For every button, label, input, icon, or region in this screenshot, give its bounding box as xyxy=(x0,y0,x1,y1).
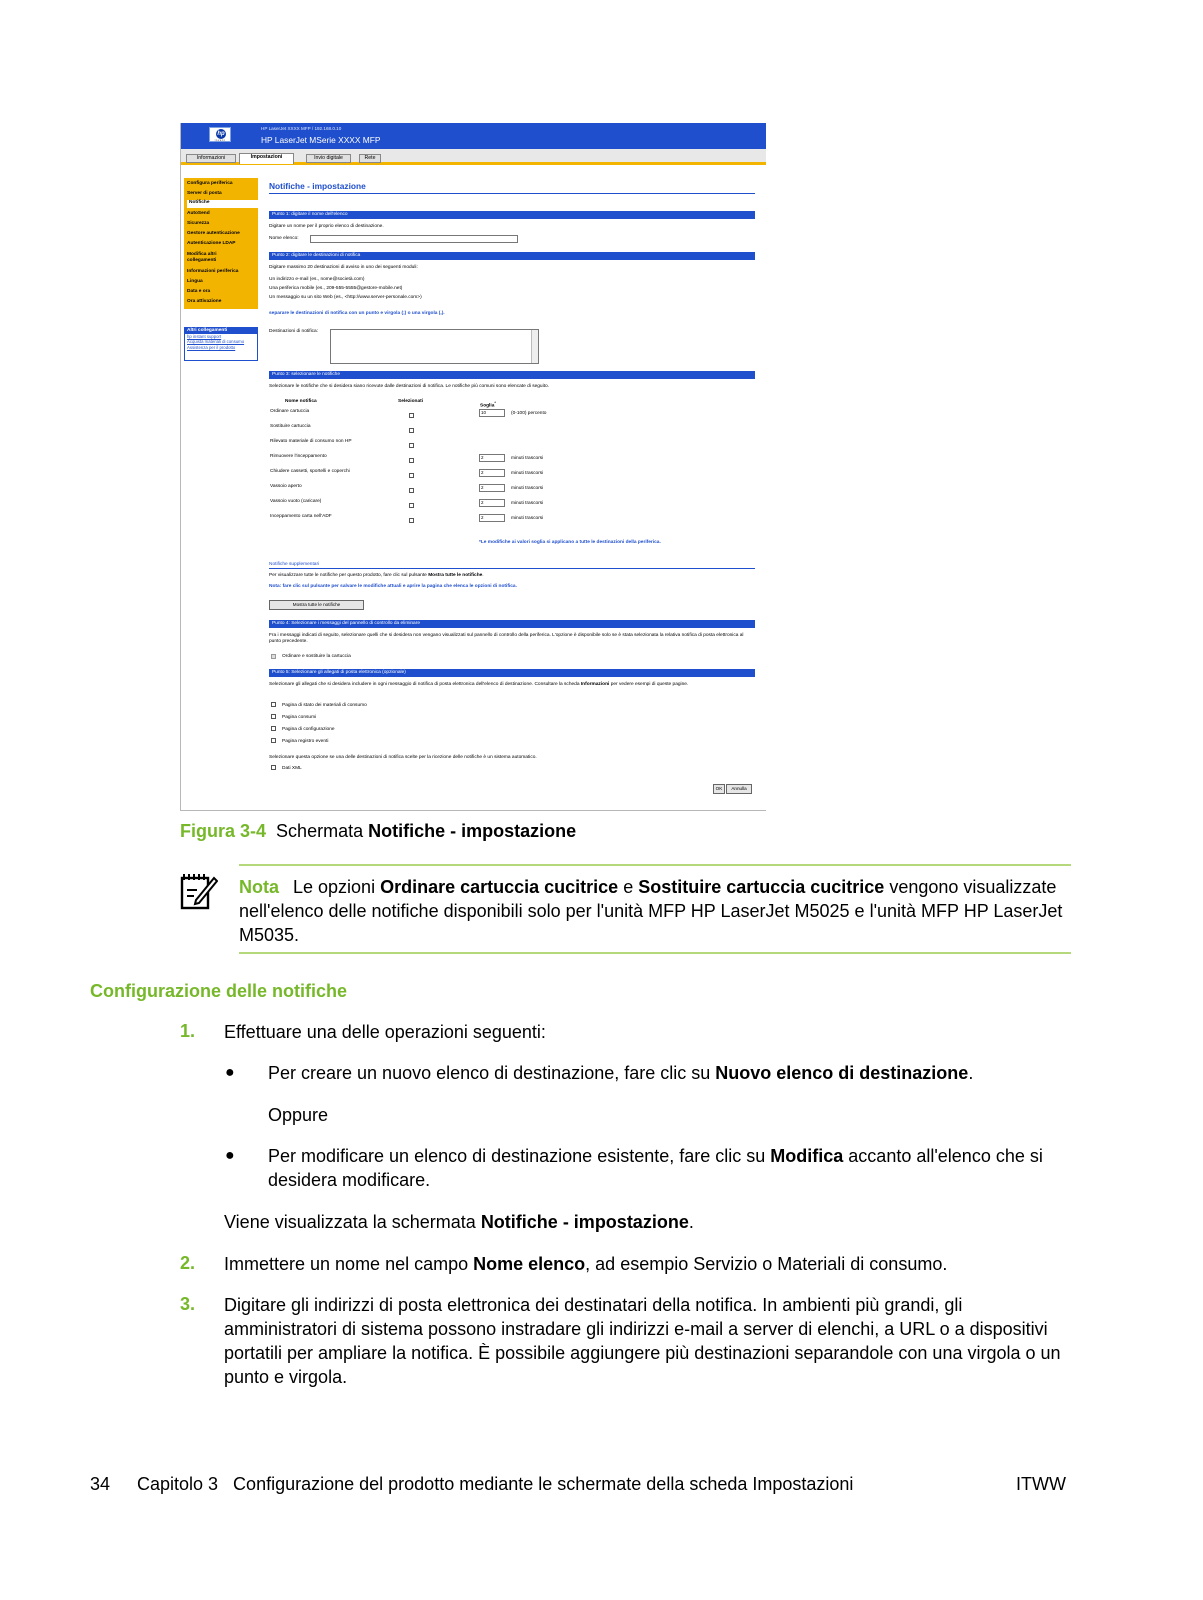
note-pencil-icon xyxy=(180,872,218,910)
hp-logo-tagline: invent xyxy=(214,139,226,142)
sidebar-item-sicurezza[interactable]: Sicurezza xyxy=(187,221,210,226)
notification-checkbox[interactable] xyxy=(409,413,414,418)
step-number: 3. xyxy=(180,1294,196,1314)
oppure-text: Oppure xyxy=(268,1105,329,1125)
link-acquista-materiali[interactable]: Acquista materiali di consumo xyxy=(187,339,245,345)
threshold-unit: minuti trascorsi xyxy=(511,516,544,521)
device-name: HP LaserJet MSerie XXXX MFP xyxy=(261,135,381,145)
header-banner xyxy=(181,123,766,149)
notification-checkbox[interactable] xyxy=(409,503,414,508)
footer-code: ITWW xyxy=(1016,1474,1066,1494)
notification-checkbox[interactable] xyxy=(409,518,414,523)
sidebar-item-configura-periferica[interactable]: Configura periferica xyxy=(187,181,233,186)
separator-note: separare le destinazioni di notifica con un punto e virgola (;) o una virgola (,). xyxy=(269,311,445,316)
sidebar-item-informazioni-periferica[interactable]: Informazioni periferica xyxy=(187,269,239,274)
col-notification-name: Nome notifica xyxy=(285,399,317,404)
notification-name: Vassoio vuoto (caricare) xyxy=(270,499,322,504)
threshold-unit: (0-100) percento xyxy=(511,411,547,416)
format-mobile: Una periferica mobile (es., 209-555-5555@gestore-mobile.net) xyxy=(269,286,403,291)
figure-caption-prefix: Schermata xyxy=(276,821,364,841)
link-assistenza-prodotto[interactable]: Assistenza per il prodotto xyxy=(187,344,236,350)
list-name-input[interactable] xyxy=(310,235,518,243)
supplementary-note: Nota: fare clic sul pulsante per salvare le modifiche attuali e aprire la pagina che elenca le opzioni di notifica. xyxy=(269,584,517,589)
sidebar-item-gestore-autenticazione[interactable]: Gestore autenticazione xyxy=(187,231,240,236)
step3-description: Selezionare le notifiche che si desidera siano ricevute dalle destinazioni di notifica. Le notifiche più comuni sono elencate di seguito. xyxy=(269,384,549,389)
attachment-label: Pagina registro eventi xyxy=(282,739,329,744)
notification-name: Rimuovere l'inceppamento xyxy=(270,454,327,459)
sidebar xyxy=(184,178,258,309)
notification-checkbox[interactable] xyxy=(409,473,414,478)
notification-checkbox[interactable] xyxy=(409,488,414,493)
notification-name: Rilevato materiale di consumo non HP xyxy=(270,439,352,444)
embedded-screenshot xyxy=(180,123,766,811)
notification-name: Vassoio aperto xyxy=(270,484,302,489)
page-title: Notifiche - impostazione xyxy=(269,181,755,194)
other-links-heading: Altri collegamenti xyxy=(185,328,257,334)
ok-button[interactable]: OK xyxy=(713,784,725,794)
figure-caption-title: Notifiche - impostazione xyxy=(368,821,577,841)
sidebar-item-notifiche[interactable]: Notifiche xyxy=(187,200,258,208)
cancel-button[interactable]: Annulla xyxy=(726,784,752,794)
cartridge-message-checkbox[interactable] xyxy=(271,654,276,659)
threshold-input[interactable]: 2 xyxy=(479,469,505,477)
threshold-input[interactable]: 2 xyxy=(479,514,505,522)
threshold-input[interactable]: 2 xyxy=(479,454,505,462)
threshold-input[interactable]: 10 xyxy=(479,409,505,417)
bullet-new-list: Per creare un nuovo elenco di destinazione, fare clic su Nuovo elenco di destinazione. xyxy=(268,1063,974,1083)
sidebar-item-autosend[interactable]: AutoSend xyxy=(187,211,210,216)
xml-description: Selezionare questa opzione se una delle destinazioni di notifica scelte per la ricezione delle notifiche è un sistema automatico. xyxy=(269,755,537,760)
col-threshold: Soglia* xyxy=(480,400,496,409)
tab-bar xyxy=(181,149,766,165)
supplementary-description: Per visualizzare tutte le notifiche per questo prodotto, fare clic sul pulsante Mostra tutte le notifiche. xyxy=(269,573,484,578)
sidebar-item-data-e-ora[interactable]: Data e ora xyxy=(187,289,211,294)
format-email: Un indirizzo e-mail (es., nome@società.com) xyxy=(269,277,365,282)
notification-name: Inceppamento carta nell'ADF xyxy=(270,514,332,519)
threshold-unit: minuti trascorsi xyxy=(511,471,544,476)
attachment-label: Pagina di configurazione xyxy=(282,727,335,732)
notification-checkbox[interactable] xyxy=(409,458,414,463)
attachment-checkbox[interactable] xyxy=(271,702,276,707)
note-bottom-rule xyxy=(239,952,1071,954)
list-name-label: Nome elenco: xyxy=(269,236,299,241)
textarea-scrollbar[interactable] xyxy=(531,330,538,363)
bullet-edit-list: Per modificare un elenco di destinazione esistente, fare clic su Modifica accanto all'elenco che si desidera modificare. xyxy=(268,1146,1043,1190)
bullet-icon: ● xyxy=(225,1147,235,1164)
sidebar-item-lingua[interactable]: Lingua xyxy=(187,279,203,284)
device-address: HP LaserJet XXXX MFP / 192.168.0.10 xyxy=(261,126,342,131)
show-all-notifications-button[interactable]: Mostra tutte le notifiche xyxy=(269,600,364,610)
cartridge-message-label: Ordinare e sostituire la cartuccia xyxy=(282,654,351,659)
tab-informazioni[interactable]: Informazioni xyxy=(186,154,236,163)
col-selected: Selezionati xyxy=(398,399,424,404)
attachment-checkbox[interactable] xyxy=(271,714,276,719)
threshold-unit: minuti trascorsi xyxy=(511,501,544,506)
other-links-panel xyxy=(184,327,258,361)
notification-name: Ordinare cartuccia xyxy=(270,409,310,414)
step5-description: Selezionare gli allegati che si desidera includere in ogni messaggio di notifica di posta elettronica dell'elenco di destinazione. Consultare la scheda Informazioni per vedere esempi di queste pagine. xyxy=(269,682,689,687)
step1-header: Punto 1: digitare il nome dell'elenco xyxy=(269,211,755,219)
notification-checkbox[interactable] xyxy=(409,428,414,433)
tab-impostazioni[interactable]: Impostazioni xyxy=(239,153,294,164)
step1-result: Viene visualizzata la schermata Notifiche - impostazione. xyxy=(224,1212,694,1232)
notification-name: Sostituire cartuccia xyxy=(270,424,311,429)
page-number: 34 xyxy=(90,1474,111,1494)
hp-logo xyxy=(209,127,231,142)
attachment-checkbox[interactable] xyxy=(271,726,276,731)
destinations-textarea[interactable] xyxy=(330,329,539,364)
step-number: 2. xyxy=(180,1253,196,1273)
step1-text: Effettuare una delle operazioni seguenti: xyxy=(224,1022,546,1042)
attachment-label: Pagina consumi xyxy=(282,715,317,720)
xml-checkbox[interactable] xyxy=(271,765,276,770)
step3-header: Punto 3: selezionare le notifiche xyxy=(269,371,755,379)
note-top-rule xyxy=(239,864,1071,866)
step2-description: Digitare massimo 20 destinazioni di avviso in uno dei seguenti moduli: xyxy=(269,265,418,270)
step4-description: Fra i messaggi indicati di seguito, selezionare quelli che si desidera non vengano visualizzati sul pannello di controllo della periferica. L'opzione è disponibile solo se è stata selezionata la relativa notifica di posta elettronica al punto precedente. xyxy=(269,633,744,644)
threshold-input[interactable]: 2 xyxy=(479,484,505,492)
section-title: Configurazione delle notifiche xyxy=(90,981,348,1001)
xml-label: Dati XML xyxy=(282,766,302,771)
step-number: 1. xyxy=(180,1021,196,1041)
notification-name: Chiudere cassetti, sportelli e coperchi xyxy=(270,469,350,474)
attachment-checkbox[interactable] xyxy=(271,738,276,743)
format-web: Un messaggio su un sito Web (es., <http://www.server-personale.com>) xyxy=(269,295,422,300)
threshold-unit: minuti trascorsi xyxy=(511,486,544,491)
step3-text: Digitare gli indirizzi di posta elettronica dei destinatari della notifica. In ambienti più grandi, gli amministratori di sistema possono instradare gli indirizzi e-mail a server di elenchi, a URL o a dispositivi portatili per ampliare la notifica. È possibile aggiungere più destinazioni separandole con una virgola o un punto e virgola. xyxy=(224,1295,1061,1387)
threshold-input[interactable]: 2 xyxy=(479,499,505,507)
link-hp-instant-support[interactable]: hp instant support xyxy=(187,334,222,339)
bullet-icon: ● xyxy=(225,1064,235,1081)
notification-checkbox[interactable] xyxy=(409,443,414,448)
step2-text: Immettere un nome nel campo Nome elenco, ad esempio Servizio o Materiali di consumo. xyxy=(224,1254,948,1274)
figure-caption xyxy=(180,821,576,842)
footer-chapter: Capitolo 3 Configurazione del prodotto mediante le schermate della scheda Impostazioni xyxy=(137,1474,854,1494)
hp-logo-mark: hp xyxy=(217,131,225,137)
step1-description: Digitare un nome per il proprio elenco di destinazione. xyxy=(269,224,384,229)
sidebar-item-modifica-altri-collegamenti[interactable]: Modifica altri collegamenti xyxy=(187,252,217,263)
tab-invio-digitale[interactable]: Invio digitale xyxy=(306,154,351,163)
sidebar-item-ora-attivazione[interactable]: Ora attivazione xyxy=(187,299,222,304)
sidebar-item-autenticazione-ldap[interactable]: Autenticazione LDAP xyxy=(187,241,236,246)
threshold-note: *Le modifiche ai valori soglia si applicano a tutte le destinazioni della periferica. xyxy=(479,540,661,545)
step5-header: Punto 5: Selezionare gli allegati di posta elettronica (opzionale) xyxy=(269,669,755,677)
note-body: Nota Le opzioni Ordinare cartuccia cucitrice e Sostituire cartuccia cucitrice vengono visualizzate nell'elenco delle notifiche disponibili solo per l'unità MFP HP LaserJet M5025 e l'unità MFP HP LaserJet M5035. xyxy=(239,877,1063,945)
supplementary-heading: Notifiche supplementari xyxy=(269,562,755,569)
attachment-label: Pagina di stato dei materiali di consumo xyxy=(282,703,367,708)
note-label: Nota xyxy=(239,877,279,897)
figure-number: Figura 3-4 xyxy=(180,821,267,841)
step4-header: Punto 4: Selezionare i messaggi del pannello di controllo da eliminare xyxy=(269,620,755,628)
destinations-label: Destinazioni di notifica: xyxy=(269,329,319,334)
tab-rete[interactable]: Rete xyxy=(359,154,381,163)
step2-header: Punto 2: digitare le destinazioni di notifica xyxy=(269,252,755,260)
threshold-unit: minuti trascorsi xyxy=(511,456,544,461)
sidebar-item-server-di-posta[interactable]: Server di posta xyxy=(187,191,222,196)
